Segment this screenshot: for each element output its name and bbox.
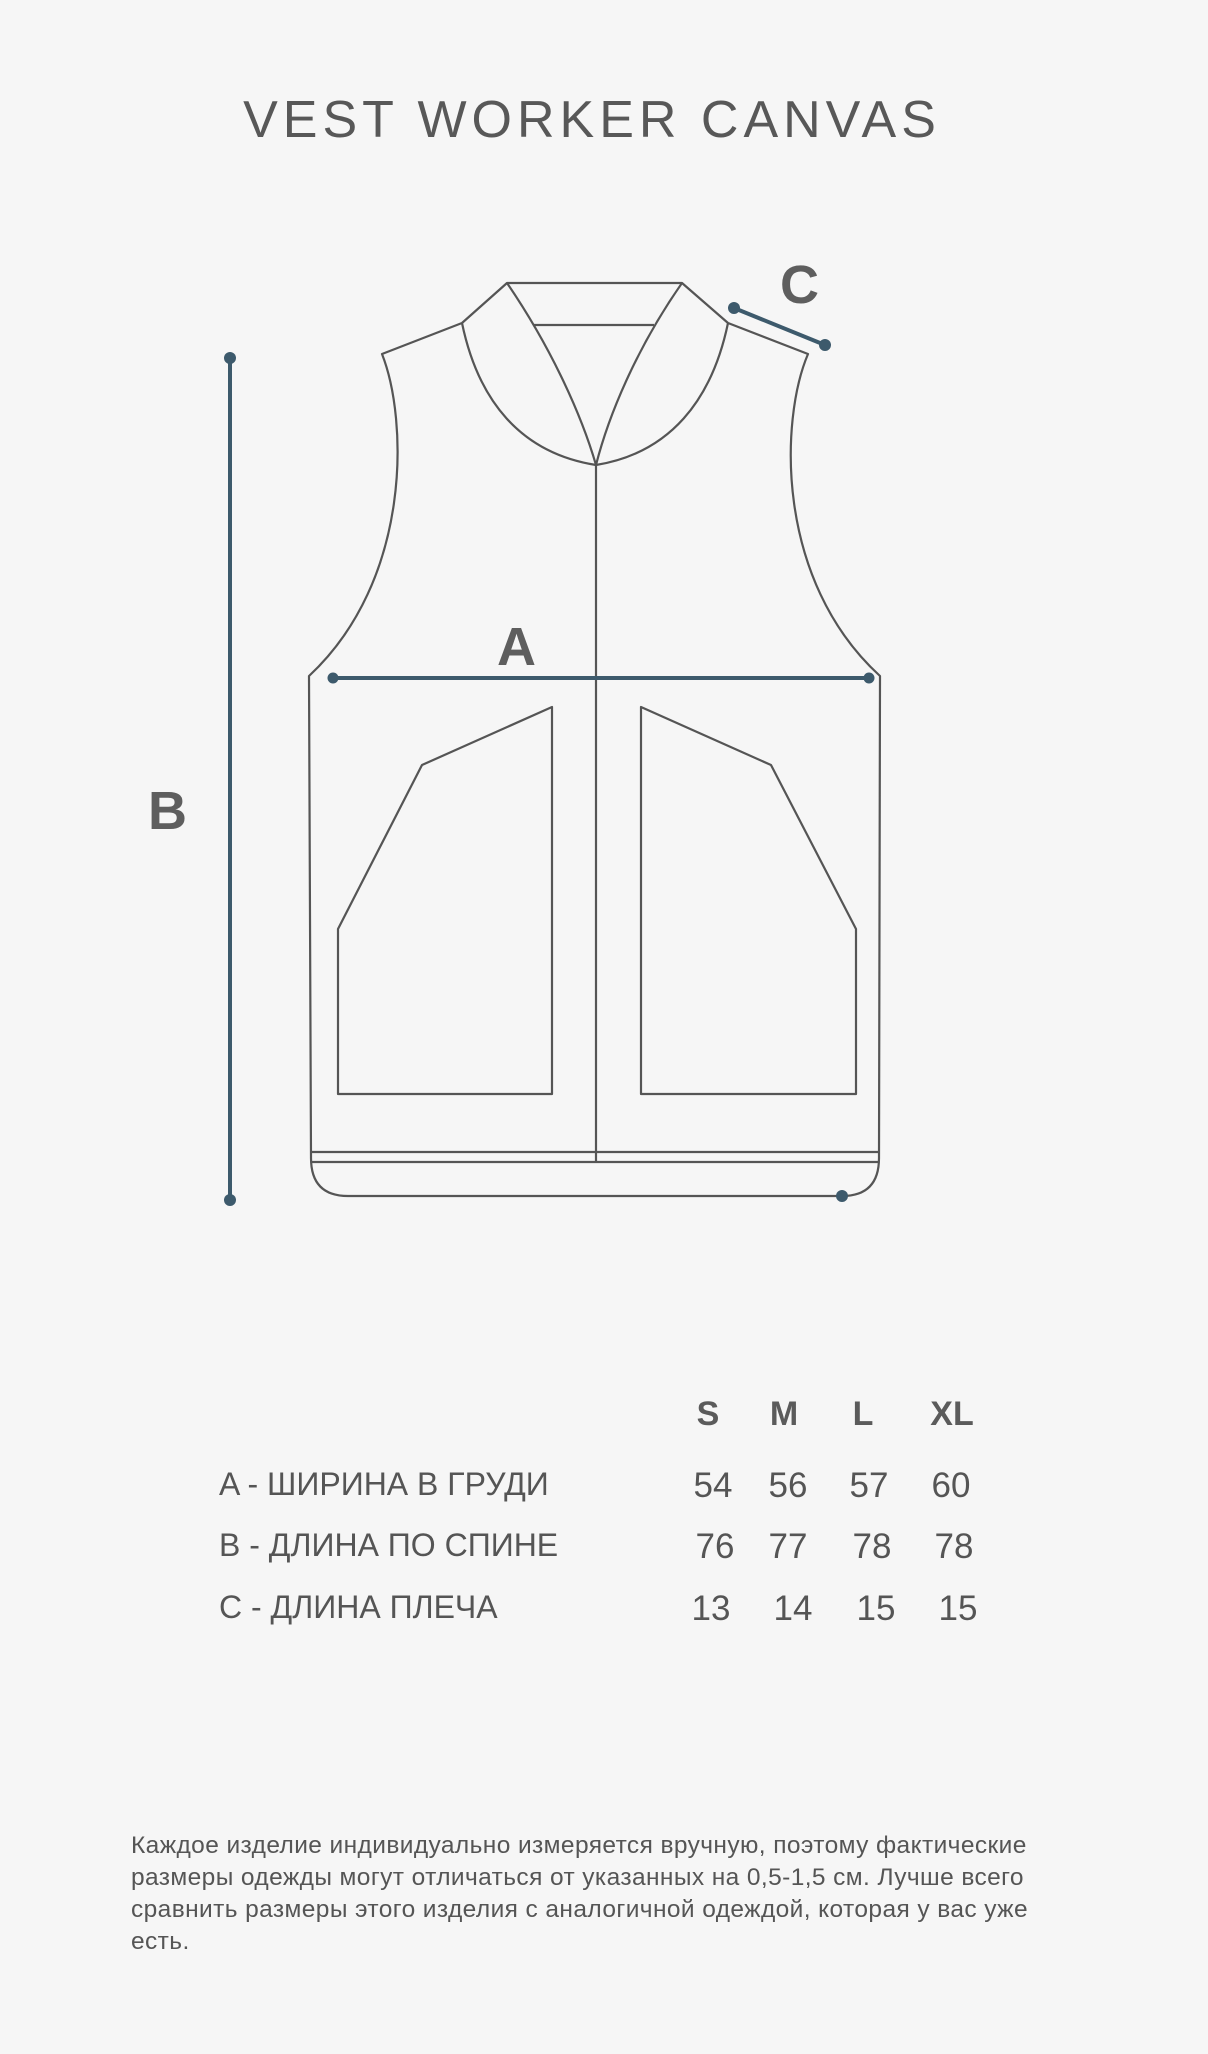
dimension-a-dot [328, 673, 339, 684]
dimension-b-dot [224, 1194, 236, 1206]
vest-lapel-right [596, 323, 728, 465]
size-header-xl: XL [930, 1395, 974, 1433]
table-cell: 76 [695, 1527, 735, 1566]
vest-outline [309, 283, 880, 1196]
row-label-b: B - ДЛИНА ПО СПИНЕ [219, 1527, 559, 1563]
vest-pocket-left [338, 707, 552, 1094]
table-cell: 13 [691, 1589, 731, 1628]
vest-collar [507, 283, 682, 465]
table-cell: 60 [931, 1466, 971, 1505]
dimension-b-label: B [148, 781, 187, 841]
table-cell: 54 [693, 1466, 733, 1505]
table-cell: 78 [934, 1527, 974, 1566]
table-cell: 56 [768, 1466, 808, 1505]
row-label-a: A - ШИРИНА В ГРУДИ [219, 1466, 549, 1502]
dimension-a-dot [864, 673, 875, 684]
measurement-note: Каждое изделие индивидуально измеряется вручную, поэтому фактические размеры одежды могут отличаться от указанных на 0,5-1,5 см. Лучше всего сравнить размеры этого изделия с аналогичной одеждой, которая у вас уже есть. [131, 1832, 1028, 1955]
table-cell: 77 [768, 1527, 808, 1566]
table-cell: 78 [852, 1527, 892, 1566]
table-cell: 57 [849, 1466, 889, 1505]
dimension-a-label: A [497, 617, 536, 677]
row-label-c: C - ДЛИНА ПЛЕЧА [219, 1589, 498, 1625]
size-header-m: M [769, 1395, 799, 1433]
dimension-c-dot [819, 339, 831, 351]
dimension-c-label: C [780, 255, 819, 315]
dimension-c-dot [728, 302, 740, 314]
page-title: VEST WORKER CANVAS [243, 91, 941, 149]
dimension-b-dot [224, 352, 236, 364]
size-header-s: S [696, 1395, 720, 1433]
table-cell: 14 [773, 1589, 813, 1628]
hem-dot [836, 1190, 848, 1202]
vest-pocket-right [641, 707, 856, 1094]
size-header-l: L [852, 1395, 874, 1433]
vest-lapel-left [462, 323, 596, 465]
table-cell: 15 [856, 1589, 896, 1628]
table-cell: 15 [938, 1589, 978, 1628]
